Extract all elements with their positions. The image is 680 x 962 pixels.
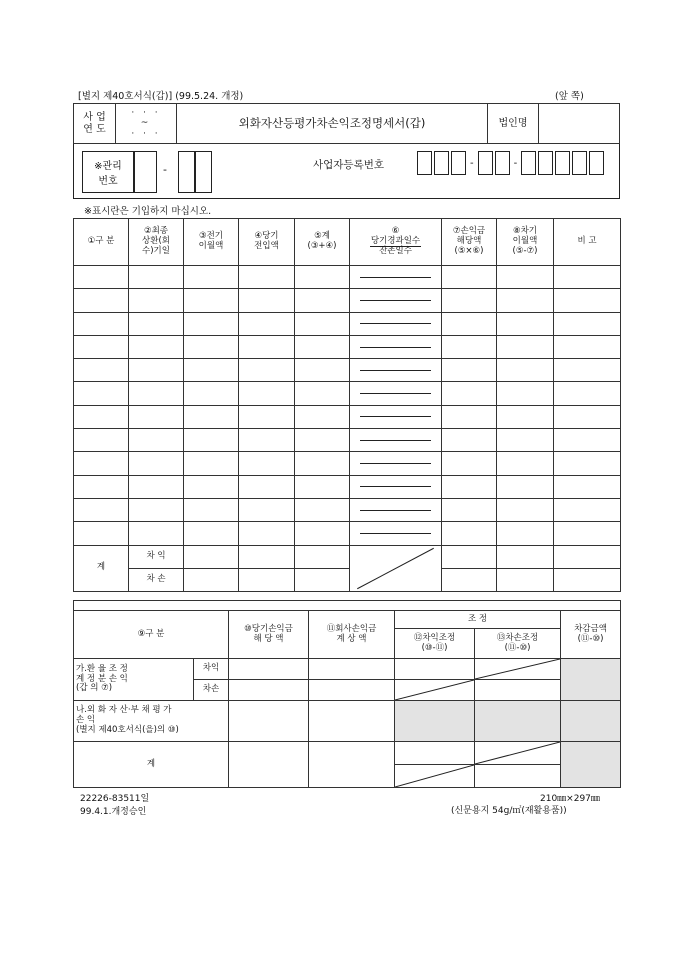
cell[interactable]	[184, 335, 239, 358]
col-sum-header: ⑤계 (③+④)	[295, 219, 350, 266]
detail-row	[74, 335, 621, 358]
diagonal-line	[475, 659, 560, 679]
remaining-days-label: 잔존일수	[379, 246, 412, 257]
cell[interactable]	[442, 382, 497, 405]
cell[interactable]	[554, 545, 621, 568]
cell[interactable]	[497, 382, 554, 405]
days-ratio-cell[interactable]	[350, 405, 442, 428]
mgmt-number-field-2[interactable]	[178, 151, 195, 193]
cell[interactable]	[309, 701, 395, 742]
cell[interactable]	[74, 429, 129, 452]
days-ratio-cell[interactable]	[350, 382, 442, 405]
summary-table	[73, 600, 621, 788]
cell[interactable]	[442, 545, 497, 568]
col-prev-carry-header: ③전기 이월액	[184, 219, 239, 266]
shaded-cell	[561, 742, 621, 788]
fraction-line	[360, 370, 431, 371]
col-current-transfer-header: ④당기 전입액	[239, 219, 295, 266]
cell[interactable]	[497, 452, 554, 475]
mgmt-number-dash: -	[163, 163, 167, 176]
cell[interactable]	[442, 498, 497, 521]
fraction-line	[360, 486, 431, 487]
cell[interactable]	[497, 335, 554, 358]
total-gain-row	[74, 545, 621, 568]
cell[interactable]	[129, 335, 184, 358]
cell[interactable]	[184, 312, 239, 335]
cell[interactable]	[239, 312, 295, 335]
row-ga-label: 가.환 율 조 정 계 정 분 손 익 (갑 의 ⑦)	[74, 659, 194, 701]
col-due-date-header: ②최종 상환(회 수)기일	[129, 219, 184, 266]
cell[interactable]	[129, 359, 184, 382]
cell[interactable]	[442, 568, 497, 591]
cell[interactable]	[129, 405, 184, 428]
cell[interactable]	[497, 475, 554, 498]
days-ratio-cell[interactable]	[350, 266, 442, 289]
cell[interactable]	[229, 701, 309, 742]
days-ratio-cell[interactable]	[350, 452, 442, 475]
cell[interactable]	[497, 498, 554, 521]
cell[interactable]	[309, 659, 395, 680]
cell[interactable]	[184, 429, 239, 452]
cell[interactable]	[497, 289, 554, 312]
biz-reg-digit[interactable]	[521, 151, 536, 175]
adjustment-header: 조 정	[395, 611, 561, 629]
cell[interactable]	[129, 382, 184, 405]
cell[interactable]	[129, 266, 184, 289]
mgmt-number-label-box	[82, 151, 134, 193]
paper-size: 210㎜×297㎜	[540, 794, 600, 804]
biz-reg-number-fields	[416, 151, 605, 175]
cell[interactable]	[129, 429, 184, 452]
total-loss-row	[74, 568, 621, 591]
cell[interactable]	[239, 429, 295, 452]
cell[interactable]	[554, 289, 621, 312]
diag-cell	[475, 659, 561, 680]
biz-reg-label: 사업자등록번호	[313, 159, 385, 171]
cell[interactable]	[295, 475, 350, 498]
cell[interactable]	[184, 289, 239, 312]
cell[interactable]	[497, 312, 554, 335]
spacer-row	[74, 601, 621, 611]
page-side-label: (앞 쪽)	[555, 91, 584, 102]
row-na	[74, 701, 621, 742]
row-ga-gain	[74, 659, 621, 680]
biz-reg-digit[interactable]	[495, 151, 510, 175]
col-gubun-header: ①구 분	[74, 219, 129, 266]
shaded-cell	[561, 701, 621, 742]
cell[interactable]	[554, 335, 621, 358]
cell[interactable]	[184, 359, 239, 382]
cell[interactable]	[554, 266, 621, 289]
diagonal-line	[475, 742, 560, 764]
cell[interactable]	[239, 382, 295, 405]
gain-adjust-header: ⑫차익조정 (⑩-⑪)	[395, 629, 475, 659]
days-ratio-cell[interactable]	[350, 335, 442, 358]
cell[interactable]	[74, 312, 129, 335]
gain-label: 차 익	[129, 545, 184, 568]
diagonal-line	[350, 546, 441, 591]
cell[interactable]	[554, 359, 621, 382]
diag-cell	[395, 680, 475, 701]
year-date-marks-middle: ~	[140, 118, 152, 129]
fraction-line	[360, 347, 431, 348]
days-ratio-cell[interactable]	[350, 429, 442, 452]
biz-reg-dash: -	[513, 157, 518, 169]
form-approval-code: 22226-83511일 99.4.1.개정승인	[80, 794, 150, 817]
cell[interactable]	[239, 266, 295, 289]
cell[interactable]	[239, 522, 295, 545]
cell[interactable]	[74, 335, 129, 358]
fraction-line	[360, 300, 431, 301]
cell[interactable]	[475, 680, 561, 701]
cell[interactable]	[309, 680, 395, 701]
biz-reg-digit[interactable]	[417, 151, 432, 175]
fraction-line	[360, 393, 431, 394]
cell[interactable]	[239, 335, 295, 358]
cell[interactable]	[239, 289, 295, 312]
cell[interactable]	[295, 568, 350, 591]
fraction-line	[360, 510, 431, 511]
row-na-label: 나.외 화 자 산·부 채 평 가 손 익 (별지 제40호서식(을)의 ⑩)	[74, 701, 229, 742]
cell[interactable]	[184, 382, 239, 405]
cell[interactable]	[554, 429, 621, 452]
cell[interactable]	[295, 545, 350, 568]
cell[interactable]	[129, 289, 184, 312]
cell[interactable]	[184, 522, 239, 545]
biz-reg-digit[interactable]	[434, 151, 449, 175]
cell[interactable]	[554, 382, 621, 405]
days-ratio-cell[interactable]	[350, 522, 442, 545]
difference-header: 차감금액 (⑪-⑩)	[561, 611, 621, 659]
col-pl-amount-header: ⑦손익금 해당액 (⑤×⑥)	[442, 219, 497, 266]
detail-table	[73, 218, 621, 592]
biz-reg-digit[interactable]	[478, 151, 493, 175]
cell[interactable]	[554, 312, 621, 335]
cell[interactable]	[295, 429, 350, 452]
cell[interactable]	[74, 382, 129, 405]
fraction-line	[360, 533, 431, 534]
days-ratio-cell[interactable]	[350, 475, 442, 498]
detail-row	[74, 312, 621, 335]
cell[interactable]	[239, 452, 295, 475]
diagonal-line	[395, 765, 474, 787]
cell[interactable]	[295, 289, 350, 312]
detail-row	[74, 359, 621, 382]
biz-reg-digit[interactable]	[555, 151, 570, 175]
form-number: [별지 제40호서식(갑)] (99.5.24. 개정)	[78, 91, 244, 102]
mgmt-number-label: ※관리 번호	[94, 161, 122, 187]
title-block	[73, 103, 620, 144]
corp-name-field[interactable]	[539, 104, 620, 144]
cell[interactable]	[295, 382, 350, 405]
detail-row	[74, 405, 621, 428]
cell[interactable]	[295, 312, 350, 335]
shaded-cell	[561, 659, 621, 701]
cell[interactable]	[184, 545, 239, 568]
cell[interactable]	[239, 475, 295, 498]
detail-row	[74, 452, 621, 475]
cell[interactable]	[74, 522, 129, 545]
detail-row	[74, 522, 621, 545]
cell[interactable]	[554, 522, 621, 545]
detail-row	[74, 289, 621, 312]
cell[interactable]	[74, 266, 129, 289]
cell[interactable]	[74, 475, 129, 498]
year-date-marks-top: · · ·	[131, 107, 161, 118]
company-pl-header: ⑪회사손익금 계 상 액	[309, 611, 395, 659]
cell[interactable]	[239, 545, 295, 568]
corp-name-label: 법인명	[488, 104, 539, 144]
cell[interactable]	[239, 359, 295, 382]
mgmt-number-field-1[interactable]	[134, 151, 157, 193]
fraction-line	[360, 440, 431, 441]
biz-reg-digit[interactable]	[538, 151, 553, 175]
cell[interactable]	[184, 475, 239, 498]
total-row-1	[74, 742, 621, 765]
cell[interactable]	[295, 359, 350, 382]
cell[interactable]	[442, 359, 497, 382]
cell[interactable]	[295, 266, 350, 289]
days-ratio-cell[interactable]	[350, 312, 442, 335]
cell[interactable]	[74, 359, 129, 382]
total-ratio-cell	[350, 545, 442, 591]
cell[interactable]	[74, 452, 129, 475]
summary-total-label: 계	[74, 742, 229, 788]
row-ga-loss-label: 차손	[194, 680, 229, 701]
cell[interactable]	[229, 680, 309, 701]
cell[interactable]	[497, 359, 554, 382]
detail-row	[74, 475, 621, 498]
shaded-cell	[395, 701, 475, 742]
fraction-line	[360, 323, 431, 324]
cell[interactable]	[497, 266, 554, 289]
cell[interactable]	[475, 765, 561, 788]
diag-cell	[475, 742, 561, 765]
cell[interactable]	[184, 405, 239, 428]
detail-row	[74, 382, 621, 405]
detail-row	[74, 429, 621, 452]
business-year-field[interactable]	[116, 104, 177, 144]
cell[interactable]	[184, 452, 239, 475]
cell[interactable]	[497, 522, 554, 545]
fraction-line	[360, 416, 431, 417]
loss-adjust-header: ⑬차손조정 (⑪-⑩)	[475, 629, 561, 659]
cell[interactable]	[184, 266, 239, 289]
gubun-header: ⑨구 분	[74, 611, 229, 659]
cell[interactable]	[295, 405, 350, 428]
biz-reg-digit[interactable]	[572, 151, 587, 175]
cell[interactable]	[395, 742, 475, 765]
cell[interactable]	[497, 405, 554, 428]
cell[interactable]	[554, 405, 621, 428]
cell[interactable]	[442, 429, 497, 452]
cell[interactable]	[442, 335, 497, 358]
cell[interactable]	[554, 568, 621, 591]
cell[interactable]	[554, 475, 621, 498]
cell[interactable]	[229, 742, 309, 788]
business-year-label: 사 업 연 도	[74, 104, 116, 144]
biz-reg-digit[interactable]	[451, 151, 466, 175]
mgmt-number-field-3[interactable]	[195, 151, 212, 193]
note-text: ※표시란은 기입하지 마십시오.	[84, 206, 212, 217]
cell[interactable]	[239, 405, 295, 428]
biz-reg-dash: -	[470, 157, 474, 169]
biz-reg-digit[interactable]	[589, 151, 604, 175]
diag-cell	[395, 765, 475, 788]
cell[interactable]	[74, 405, 129, 428]
col-days-ratio-number: ⑥	[391, 225, 400, 236]
cell[interactable]	[129, 312, 184, 335]
cell[interactable]	[442, 312, 497, 335]
form-title: 외화자산등평가차손익조정명세서(갑)	[177, 104, 488, 144]
cell[interactable]	[184, 568, 239, 591]
cell[interactable]	[184, 498, 239, 521]
loss-label: 차 손	[129, 568, 184, 591]
days-ratio-cell[interactable]	[350, 498, 442, 521]
col-next-carry-header: ⑧차기 이월액 (⑤-⑦)	[497, 219, 554, 266]
elapsed-days-label: 당기경과일수	[370, 235, 421, 246]
detail-row	[74, 266, 621, 289]
cell[interactable]	[442, 522, 497, 545]
total-label: 계	[74, 545, 129, 591]
cell[interactable]	[129, 452, 184, 475]
cell[interactable]	[442, 289, 497, 312]
cell[interactable]	[129, 498, 184, 521]
shaded-cell	[475, 701, 561, 742]
cell[interactable]	[129, 522, 184, 545]
cell[interactable]	[497, 429, 554, 452]
col-days-ratio-header	[350, 219, 442, 266]
cell[interactable]	[395, 659, 475, 680]
cell[interactable]	[239, 498, 295, 521]
days-ratio-cell[interactable]	[350, 359, 442, 382]
col-remarks-header: 비 고	[554, 219, 621, 266]
cell[interactable]	[309, 742, 395, 788]
cell[interactable]	[295, 335, 350, 358]
detail-header-row	[74, 219, 621, 266]
cell[interactable]	[295, 522, 350, 545]
paper-spec: (신문용지 54g/㎡(재활용품))	[451, 806, 567, 816]
cell[interactable]	[129, 475, 184, 498]
cell[interactable]	[442, 405, 497, 428]
cell[interactable]	[497, 568, 554, 591]
detail-row	[74, 498, 621, 521]
cell[interactable]	[442, 266, 497, 289]
diagonal-line	[395, 680, 474, 700]
cell[interactable]	[74, 289, 129, 312]
fraction-line	[360, 463, 431, 464]
cell[interactable]	[239, 568, 295, 591]
cell[interactable]	[442, 475, 497, 498]
cell[interactable]	[554, 452, 621, 475]
row-ga-gain-label: 차익	[194, 659, 229, 680]
cell[interactable]	[554, 498, 621, 521]
cell[interactable]	[229, 659, 309, 680]
cell[interactable]	[74, 498, 129, 521]
cell[interactable]	[497, 545, 554, 568]
days-ratio-cell[interactable]	[350, 289, 442, 312]
days-ratio-fraction	[370, 237, 421, 258]
current-pl-header: ⑩당기손익금 해 당 액	[229, 611, 309, 659]
year-date-marks-bottom: · · ·	[131, 128, 161, 139]
cell[interactable]	[295, 498, 350, 521]
cell[interactable]	[442, 452, 497, 475]
fraction-line	[360, 277, 431, 278]
cell[interactable]	[295, 452, 350, 475]
